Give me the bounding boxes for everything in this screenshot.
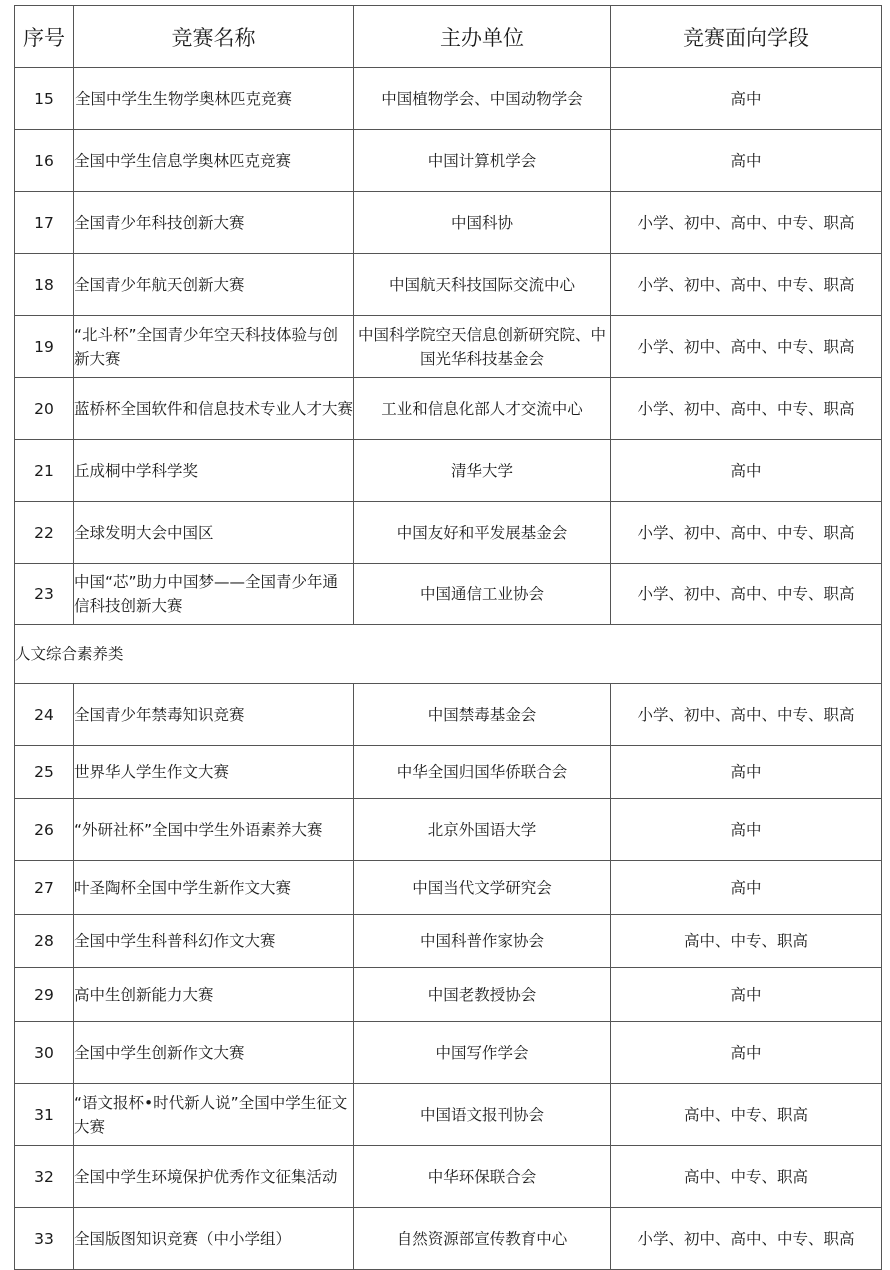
school-level: 高中 [611, 861, 882, 915]
competition-name: 蓝桥杯全国软件和信息技术专业人才大赛 [74, 378, 354, 440]
organizer: 中国航天科技国际交流中心 [354, 254, 611, 316]
table-row [15, 564, 882, 625]
row-no: 22 [15, 502, 74, 564]
header-organizer: 主办单位 [354, 6, 611, 68]
table-row [15, 915, 882, 968]
row-no: 28 [15, 915, 74, 968]
header-name: 竞赛名称 [74, 6, 354, 68]
school-level: 高中 [611, 440, 882, 502]
table-row [15, 684, 882, 746]
organizer: 北京外国语大学 [354, 799, 611, 861]
school-level: 小学、初中、高中、中专、职高 [611, 684, 882, 746]
organizer: 中国老教授协会 [354, 968, 611, 1022]
table-row [15, 968, 882, 1022]
table-row [15, 378, 882, 440]
school-level: 高中、中专、职高 [611, 1146, 882, 1208]
table-row [15, 1084, 882, 1146]
table-row [15, 799, 882, 861]
organizer: 中国计算机学会 [354, 130, 611, 192]
organizer: 中国禁毒基金会 [354, 684, 611, 746]
table-row [15, 746, 882, 799]
competition-name: 全国中学生生物学奥林匹克竞赛 [74, 68, 354, 130]
school-level: 小学、初中、高中、中专、职高 [611, 316, 882, 378]
competition-name: 全国中学生环境保护优秀作文征集活动 [74, 1146, 354, 1208]
header-no: 序号 [15, 6, 74, 68]
organizer: 中国科协 [354, 192, 611, 254]
organizer: 中华环保联合会 [354, 1146, 611, 1208]
competition-name: 全国中学生创新作文大赛 [74, 1022, 354, 1084]
row-no: 26 [15, 799, 74, 861]
table-row [15, 254, 882, 316]
header-level: 竞赛面向学段 [611, 6, 882, 68]
organizer: 自然资源部宣传教育中心 [354, 1208, 611, 1270]
table-row [15, 192, 882, 254]
row-no: 29 [15, 968, 74, 1022]
row-no: 21 [15, 440, 74, 502]
table-row [15, 861, 882, 915]
row-no: 31 [15, 1084, 74, 1146]
row-no: 32 [15, 1146, 74, 1208]
row-no: 17 [15, 192, 74, 254]
row-no: 15 [15, 68, 74, 130]
organizer: 中国植物学会、中国动物学会 [354, 68, 611, 130]
table-row [15, 130, 882, 192]
competition-name: 全国中学生科普科幻作文大赛 [74, 915, 354, 968]
row-no: 27 [15, 861, 74, 915]
competition-name: 高中生创新能力大赛 [74, 968, 354, 1022]
competition-name: 叶圣陶杯全国中学生新作文大赛 [74, 861, 354, 915]
school-level: 小学、初中、高中、中专、职高 [611, 378, 882, 440]
organizer: 中国写作学会 [354, 1022, 611, 1084]
organizer: 中国通信工业协会 [354, 564, 611, 625]
row-no: 18 [15, 254, 74, 316]
row-no: 23 [15, 564, 74, 625]
table-row [15, 68, 882, 130]
organizer: 工业和信息化部人才交流中心 [354, 378, 611, 440]
row-no: 30 [15, 1022, 74, 1084]
organizer: 中国科学院空天信息创新研究院、中国光华科技基金会 [354, 316, 611, 378]
school-level: 高中 [611, 799, 882, 861]
organizer: 中华全国归国华侨联合会 [354, 746, 611, 799]
table-row [15, 1208, 882, 1270]
competition-name: 全国中学生信息学奥林匹克竞赛 [74, 130, 354, 192]
table-row [15, 440, 882, 502]
school-level: 小学、初中、高中、中专、职高 [611, 502, 882, 564]
table-row [15, 502, 882, 564]
organizer: 中国当代文学研究会 [354, 861, 611, 915]
school-level: 高中 [611, 68, 882, 130]
table-row [15, 1146, 882, 1208]
competition-name: 丘成桐中学科学奖 [74, 440, 354, 502]
competition-name: 全国青少年航天创新大赛 [74, 254, 354, 316]
competition-name: “北斗杯”全国青少年空天科技体验与创新大赛 [74, 316, 354, 378]
school-level: 高中、中专、职高 [611, 915, 882, 968]
competition-name: “语文报杯•时代新人说”全国中学生征文大赛 [74, 1084, 354, 1146]
competition-name: 全球发明大会中国区 [74, 502, 354, 564]
competition-name: “外研社杯”全国中学生外语素养大赛 [74, 799, 354, 861]
school-level: 小学、初中、高中、中专、职高 [611, 1208, 882, 1270]
school-level: 高中 [611, 130, 882, 192]
header-row [15, 6, 882, 68]
school-level: 高中、中专、职高 [611, 1084, 882, 1146]
competition-name: 世界华人学生作文大赛 [74, 746, 354, 799]
row-no: 19 [15, 316, 74, 378]
school-level: 小学、初中、高中、中专、职高 [611, 192, 882, 254]
organizer: 中国科普作家协会 [354, 915, 611, 968]
organizer: 中国友好和平发展基金会 [354, 502, 611, 564]
category-row [15, 625, 882, 684]
table-row [15, 1022, 882, 1084]
competition-name: 中国“芯”助力中国梦——全国青少年通信科技创新大赛 [74, 564, 354, 625]
row-no: 24 [15, 684, 74, 746]
row-no: 20 [15, 378, 74, 440]
competition-table [14, 5, 882, 1270]
school-level: 高中 [611, 968, 882, 1022]
competition-name: 全国青少年禁毒知识竞赛 [74, 684, 354, 746]
school-level: 高中 [611, 746, 882, 799]
school-level: 小学、初中、高中、中专、职高 [611, 254, 882, 316]
category-label: 人文综合素养类 [15, 625, 882, 684]
table-row [15, 316, 882, 378]
competition-name: 全国青少年科技创新大赛 [74, 192, 354, 254]
school-level: 小学、初中、高中、中专、职高 [611, 564, 882, 625]
organizer: 中国语文报刊协会 [354, 1084, 611, 1146]
organizer: 清华大学 [354, 440, 611, 502]
school-level: 高中 [611, 1022, 882, 1084]
row-no: 33 [15, 1208, 74, 1270]
row-no: 16 [15, 130, 74, 192]
row-no: 25 [15, 746, 74, 799]
competition-name: 全国版图知识竞赛（中小学组） [74, 1208, 354, 1270]
